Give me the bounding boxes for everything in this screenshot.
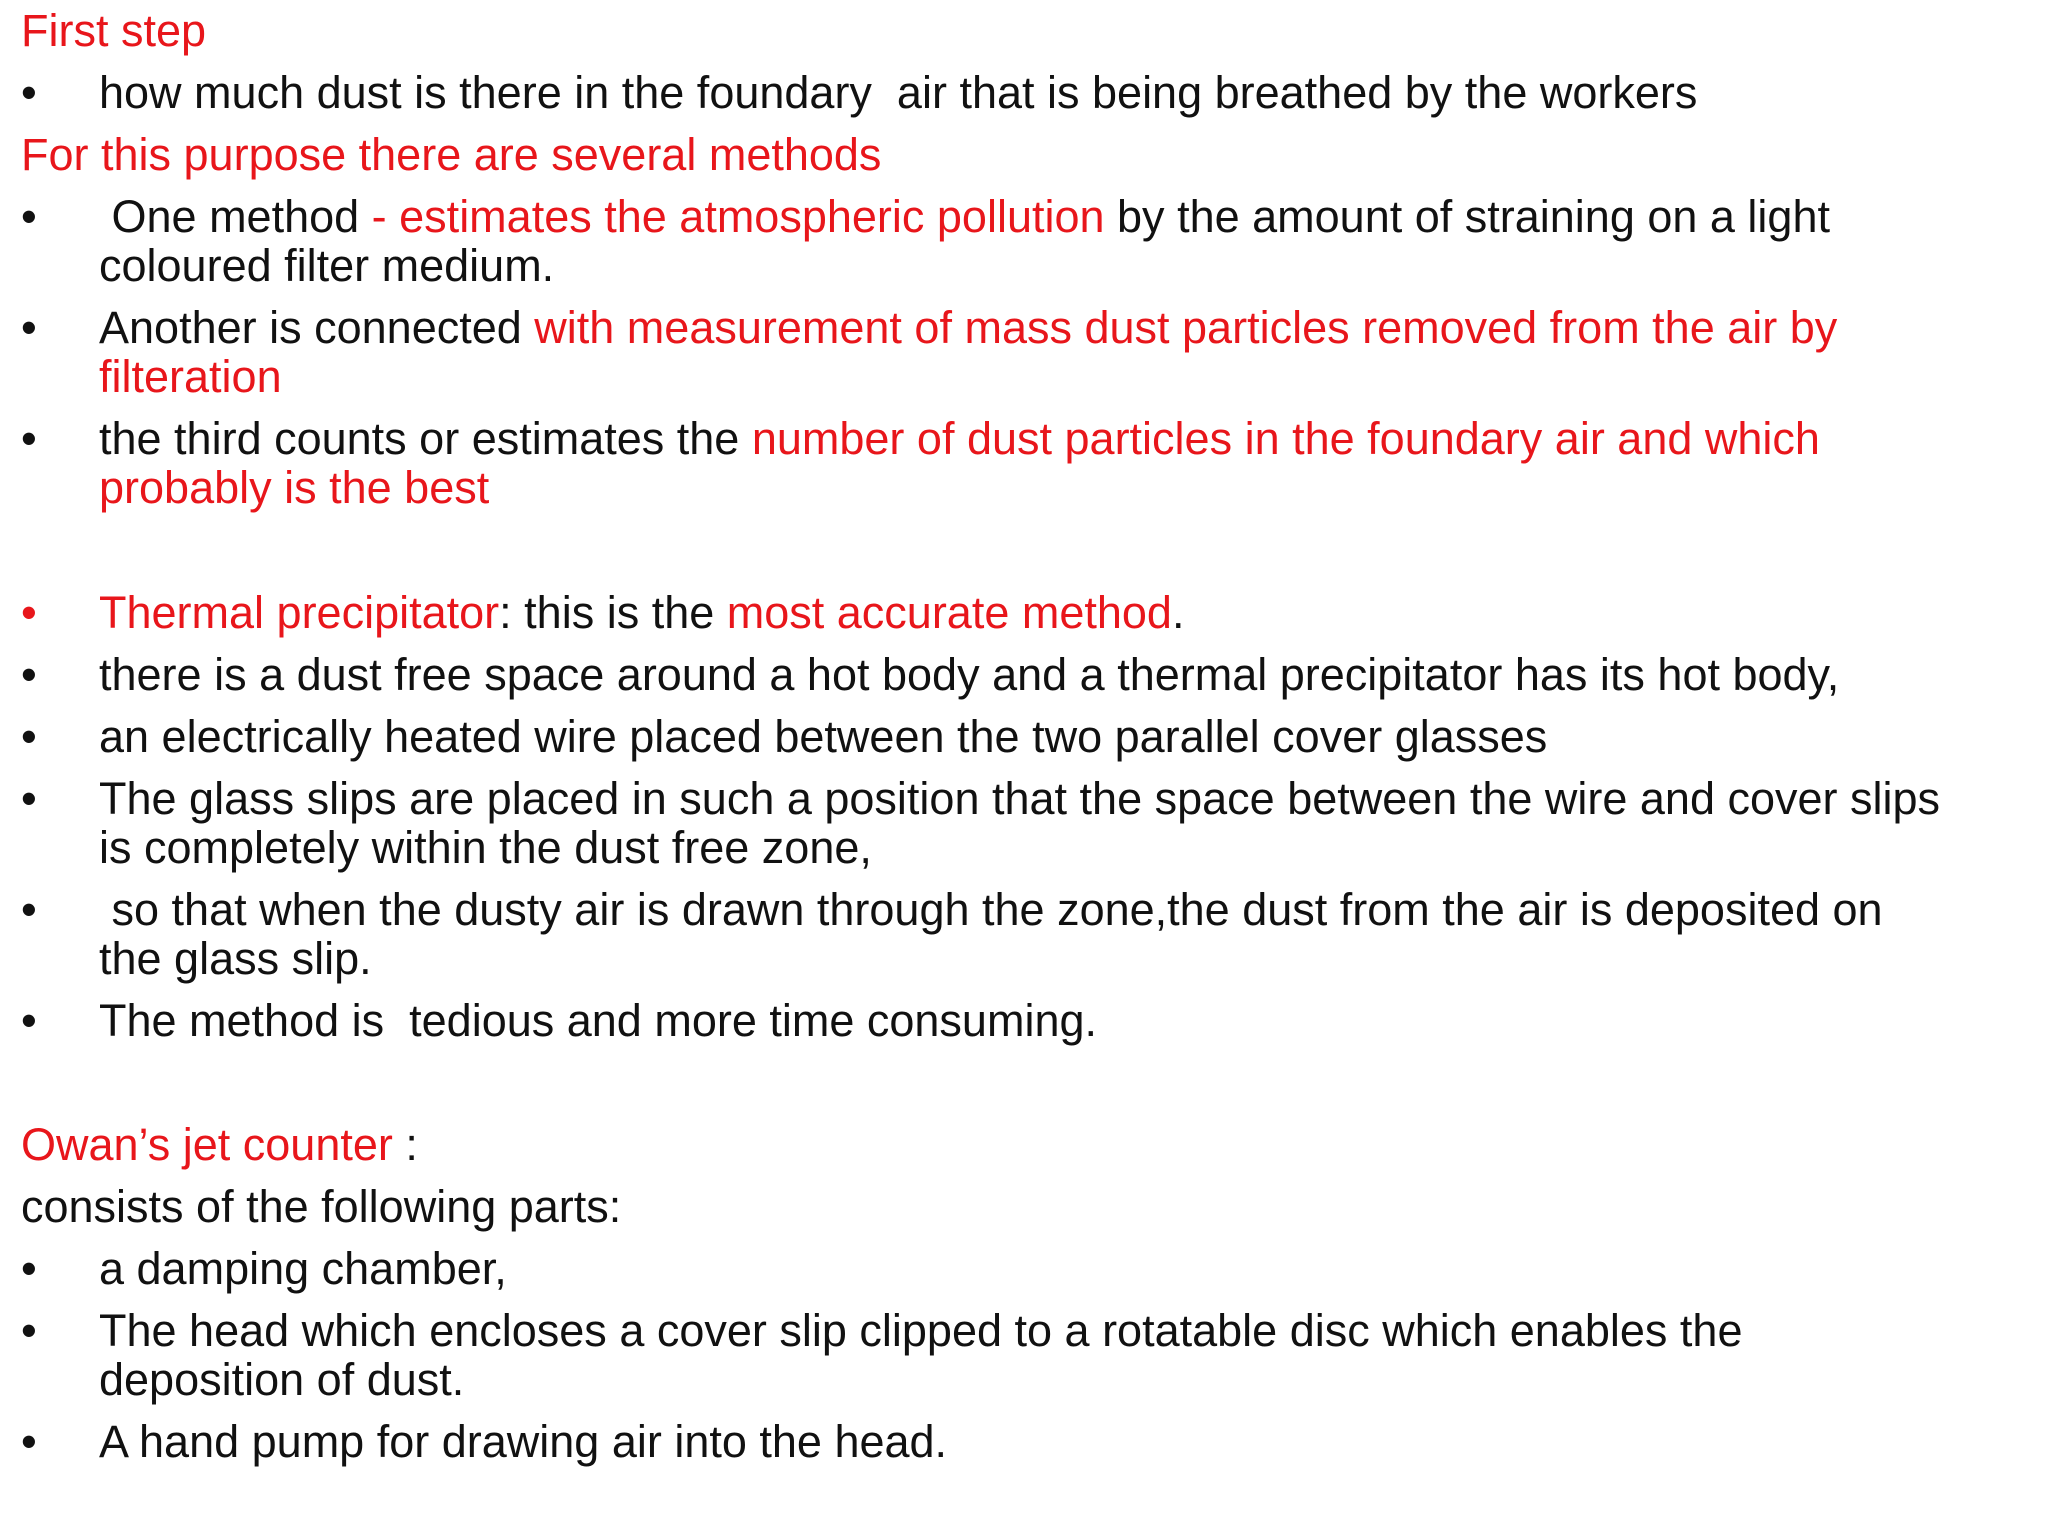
bullet-icon: • [21,773,37,824]
list-item-text: Thermal precipitator: this is the most accurate method. [99,587,1185,638]
bullet-icon: • [21,1243,37,1294]
owan-intro: consists of the following parts: [21,1181,622,1232]
heading-first-step: First step [21,5,207,56]
list-item-text: a damping chamber, [99,1243,507,1294]
list-item-text: A hand pump for drawing air into the head. [99,1416,948,1467]
list-item-text: there is a dust free space around a hot body and a thermal precipitator has its hot body, [99,649,1840,700]
list-item-text: The glass slips are placed in such a position that the space between the wire and cover slips [99,773,1941,824]
bullet-icon: • [21,191,37,242]
bullet-icon: • [21,1416,37,1467]
list-item-text: One method - estimates the atmospheric pollution by the amount of straining on a light [99,191,1830,242]
list-item-text: how much dust is there in the foundary air that is being breathed by the workers [99,67,1698,118]
bullet-icon: • [21,302,37,353]
list-item-text: The method is tedious and more time consuming. [99,995,1097,1046]
bullet-icon: • [21,67,37,118]
list-item-text: so that when the dusty air is drawn through the zone,the dust from the air is deposited on [99,884,1883,935]
heading-owans-jet-counter: Owan’s jet counter : [21,1119,418,1170]
list-item-text: Another is connected with measurement of mass dust particles removed from the air by [99,302,1838,353]
bullet-icon: • [21,995,37,1046]
list-item-text: the third counts or estimates the number of dust particles in the foundary air and which [99,413,1820,464]
bullet-icon: • [21,884,37,935]
bullet-icon: • [21,587,37,638]
list-item-text: The head which encloses a cover slip clipped to a rotatable disc which enables the [99,1305,1743,1356]
bullet-icon: • [21,1305,37,1356]
slide: First step • how much dust is there in the foundary air that is being breathed by the workers For this purpose there are several methods • One method - estimates the atmospheric pollution by the amount of straining on a light coloured filter medium. • Another is connected with measurement of mass dust particles removed from the air by filteration • the third counts or estimates the number of dust particles in the foundary air and which probably is the best • Thermal precipitator: this is the most accurate method. • there is a dust free space around a hot body and a thermal precipitator has its hot body, • an electrically heated wire placed between the two parallel cover glasses • The glass slips are placed in such a position that the space between the wire and cover slips is completely within the dust free zone, • so that when the dusty air is drawn through the zone,the dust from the air is deposited on the glass slip. • The method is tedious and more time consuming. Owan’s jet counter : consists of the following parts: • a damping chamber, • The head which encloses a cover slip clipped to a rotatable disc which enables the deposition of dust. • A hand pump for drawing air into the head. [0,0,2048,1536]
list-item-text: an electrically heated wire placed between the two parallel cover glasses [99,711,1548,762]
heading-methods: For this purpose there are several methods [21,129,882,180]
bullet-icon: • [21,711,37,762]
bullet-icon: • [21,413,37,464]
bullet-icon: • [21,649,37,700]
